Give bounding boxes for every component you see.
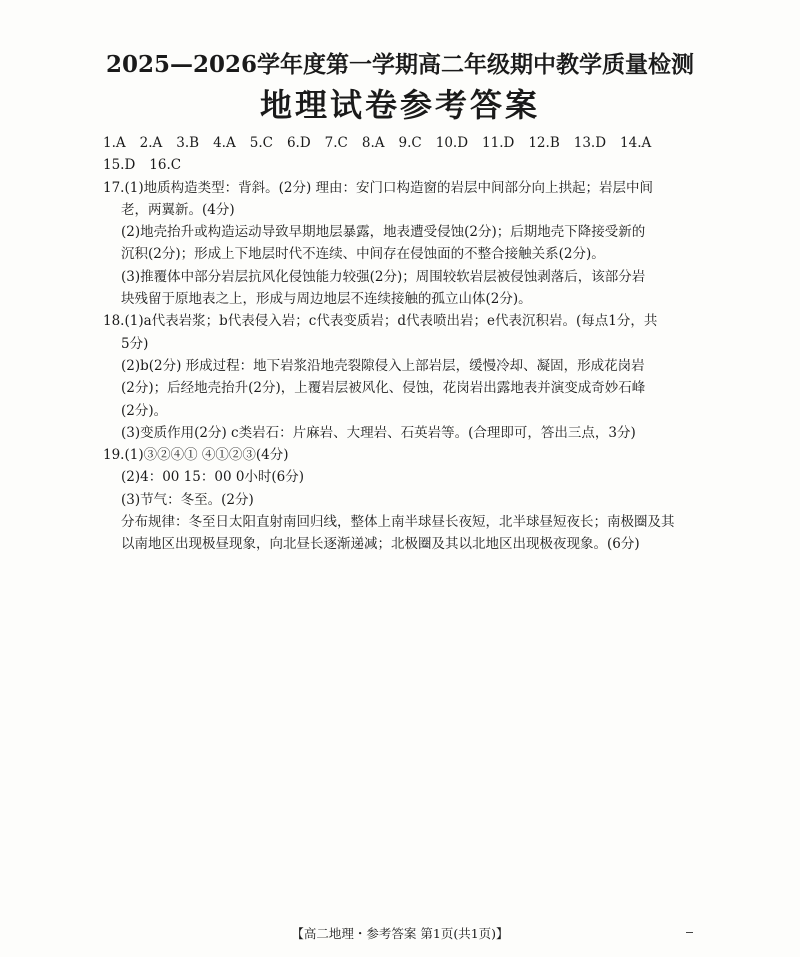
q18-line: (3)变质作用(2分) c类岩石：片麻岩、大理岩、石英岩等。(合理即可，答出三点，3分): [121, 424, 636, 441]
question-19: [103, 444, 703, 555]
mc-answer: 10.D: [435, 135, 469, 151]
mc-answer: 1.A: [103, 135, 126, 151]
mc-answers-row-2: [103, 154, 703, 176]
answer-body: [103, 132, 703, 556]
mc-answer: 9.C: [398, 135, 422, 151]
mc-answer: 7.C: [324, 135, 348, 151]
mc-answer: 11.D: [482, 135, 515, 151]
q17-line: 沉积(2分)；形成上下地层时代不连续、中间存在侵蚀面的不整合接触关系(2分)。: [121, 246, 605, 263]
q19-line: 分布规律：冬至日太阳直射南回归线，整体上南半球昼长夜短，北半球昼短夜长；南极圈及其: [121, 514, 675, 531]
mc-answer: 3.B: [176, 135, 200, 151]
mc-answers-row-1: [103, 132, 703, 154]
mc-answer: 4.A: [213, 135, 236, 151]
q19-line: 19.(1)③②④① ④①②③(4分): [103, 447, 289, 464]
q18-line: (2分)；后经地壳抬升(2分)，上覆岩层被风化、侵蚀，花岗岩出露地表并演变成奇妙石峰: [121, 380, 646, 397]
exam-title: 2025—2026学年度第一学期高二年级期中教学质量检测: [105, 51, 695, 78]
q17-line: (2)地壳抬升或构造运动导致早期地层暴露，地表遭受侵蚀(2分)；后期地壳下降接受新的: [121, 224, 646, 241]
question-18: [103, 310, 703, 444]
q17-line: 17.(1)地质构造类型：背斜。(2分) 理由：安门口构造窗的岩层中间部分向上拱起；岩层中间: [103, 179, 654, 196]
mc-answer: 15.D: [103, 157, 136, 174]
mc-answer: 14.A: [620, 135, 652, 151]
mc-answer: 8.A: [361, 135, 385, 151]
q17-line: 块残留于原地表之上，形成与周边地层不连续接触的孤立山体(2分)。: [121, 291, 532, 308]
page-footer: 【高二地理・参考答案 第1页(共1页)】: [291, 926, 509, 941]
q18-line: 18.(1)a代表岩浆；b代表侵入岩；c代表变质岩；d代表喷出岩；e代表沉积岩。(每点1分，共: [103, 313, 658, 330]
q17-line: (3)推覆体中部分岩层抗风化侵蚀能力较强(2分)；周围较软岩层被侵蚀剥落后，该部分岩: [121, 268, 646, 285]
q18-line: (2)b(2分) 形成过程：地下岩浆沿地壳裂隙侵入上部岩层，缓慢冷却、凝固，形成花岗岩: [121, 357, 645, 374]
q19-line: (3)节气：冬至。(2分): [121, 491, 254, 508]
q18-line: 5分): [121, 335, 149, 352]
mc-answer: 16.C: [149, 157, 182, 174]
q17-line: 老，两翼新。(4分): [121, 201, 235, 218]
mc-answer: 13.D: [573, 135, 607, 151]
q18-line: (2分)。: [121, 402, 168, 419]
mc-answer: 2.A: [139, 135, 163, 151]
q19-line: 以南地区出现极昼现象，向北昼长逐渐递减；北极圈及其以北地区出现极夜现象。(6分): [121, 536, 640, 553]
mc-answer: 6.D: [286, 135, 311, 151]
mc-answer: 12.B: [528, 135, 560, 151]
answer-key-title: 地理试卷参考答案: [259, 86, 540, 124]
q19-line: (2)4：00 15：00 0小时(6分): [121, 469, 305, 486]
mc-answer: 5.C: [249, 135, 273, 151]
corner-mark: [686, 932, 693, 933]
question-17: [103, 177, 703, 311]
